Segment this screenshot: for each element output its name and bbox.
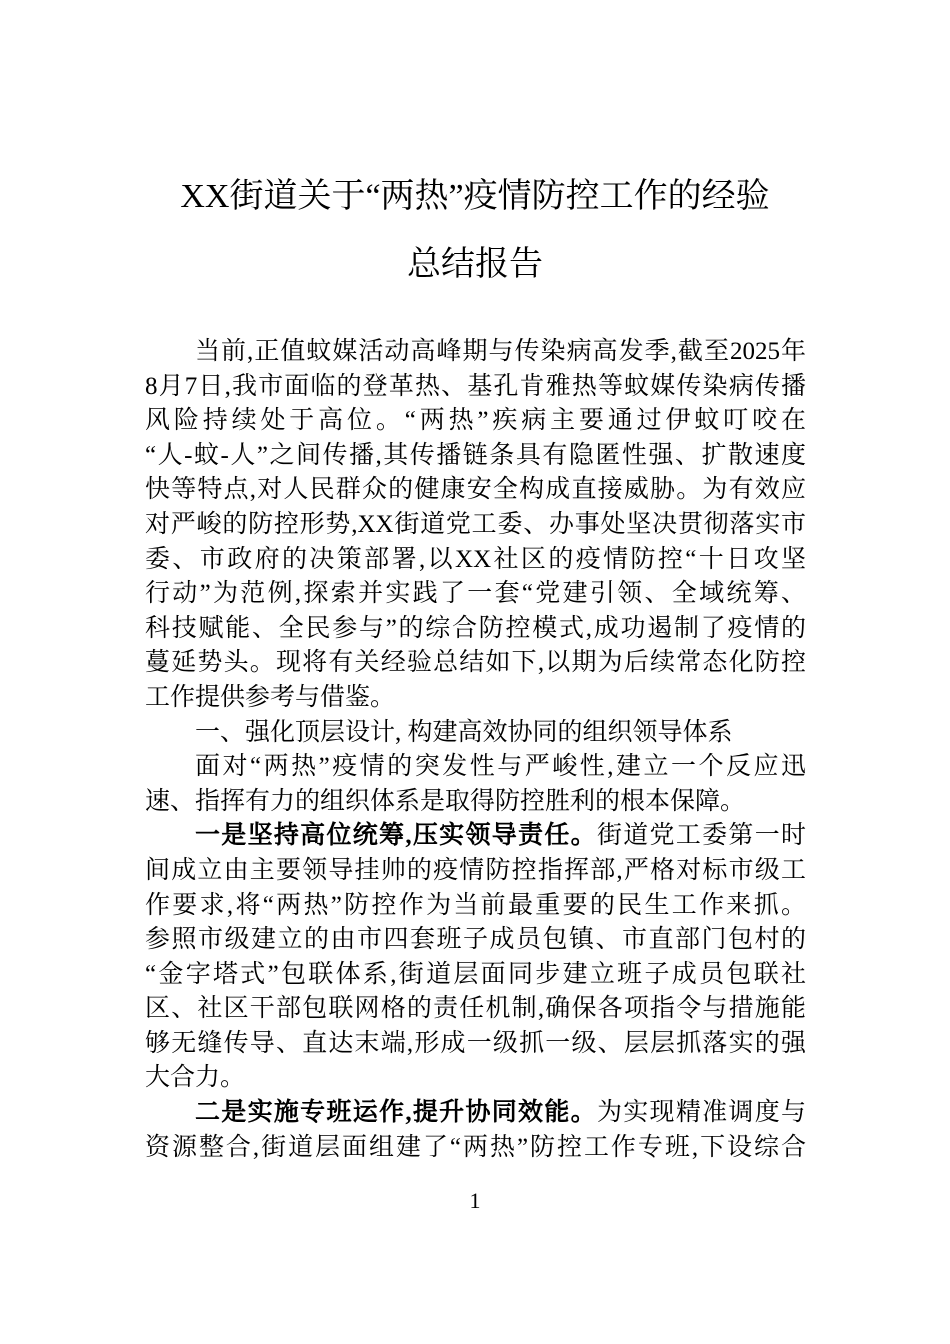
page-number: 1: [469, 1188, 481, 1213]
bold-lead-text: 二是实施专班运作,提升协同效能。: [195, 1099, 597, 1127]
line-text: 快等特点,对人民群众的健康安全构成直接威胁。为有效应: [145, 476, 806, 504]
text-line: [145, 1131, 806, 1166]
line-text: 当前,正值蚊媒活动高峰期与传染病高发季,截至2025年: [195, 338, 806, 365]
line-text: 为实现精准调度与: [596, 1099, 806, 1127]
text-line: [145, 923, 806, 958]
text-line: [145, 508, 806, 543]
text-line: [145, 785, 806, 820]
line-text: 街道党工委第一时: [596, 822, 806, 850]
line-text: 委、市政府的决策部署,以XX社区的疫情防控“十日攻坚: [145, 545, 806, 573]
line-text: 8月7日,我市面临的登革热、基孔肯雅热等蚊媒传染病传播: [145, 372, 806, 400]
line-text: 区、社区干部包联网格的责任机制,确保各项指令与措施能: [145, 995, 806, 1023]
line-text: 速、指挥有力的组织体系是取得防控胜利的根本保障。: [145, 787, 746, 815]
line-text: 风险持续处于高位。“两热”疾病主要通过伊蚊叮咬在: [145, 407, 806, 435]
document-title-line-2: 总结报告: [407, 246, 543, 283]
text-line: [145, 992, 806, 1027]
text-line: [145, 439, 806, 474]
line-text: 行动”为范例,探索并实践了一套“党建引领、全域统筹、: [145, 580, 806, 608]
line-text: 一、强化顶层设计, 构建高效协同的组织领导体系: [195, 718, 733, 746]
text-line: [145, 1027, 806, 1062]
line-text: 科技赋能、全民参与”的综合防控模式,成功遏制了疫情的: [145, 614, 806, 642]
bold-lead-text: 一是坚持高位统筹,压实领导责任。: [195, 822, 597, 850]
line-text: 蔓延势头。现将有关经验总结如下,以期为后续常态化防控: [145, 649, 806, 677]
line-text: 够无缝传导、直达末端,形成一级抓一级、层层抓落实的强: [145, 1029, 806, 1057]
line-text: 工作提供参考与借鉴。: [145, 683, 396, 711]
text-line: [145, 612, 806, 647]
document-body: [145, 335, 806, 1165]
line-text: 资源整合,街道层面组建了“两热”防控工作专班,下设综合: [145, 1133, 806, 1161]
text-line: [145, 646, 806, 681]
line-text: 间成立由主要领导挂帅的疫情防控指挥部,严格对标市级工: [145, 856, 806, 884]
line-text: 大合力。: [145, 1064, 246, 1092]
line-text: 参照市级建立的由市四套班子成员包镇、市直部门包村的: [145, 926, 806, 954]
text-line: [145, 404, 806, 439]
text-line: [145, 335, 806, 370]
text-line: [145, 716, 806, 751]
line-text: 面对“两热”疫情的突发性与严峻性,建立一个反应迅: [195, 753, 806, 781]
text-line: [145, 1096, 806, 1131]
document-title-line-1: XX街道关于“两热”疫情防控工作的经验: [180, 178, 770, 215]
text-line: [145, 681, 806, 716]
text-line: [145, 854, 806, 889]
text-line: [145, 473, 806, 508]
text-line: [145, 819, 806, 854]
line-text: 作要求,将“两热”防控作为当前最重要的民生工作来抓。: [145, 891, 806, 919]
text-line: [145, 577, 806, 612]
text-line: [145, 750, 806, 785]
line-text: “人-蚊-人”之间传播,其传播链条具有隐匿性强、扩散速度: [145, 441, 806, 469]
text-line: [145, 370, 806, 405]
text-line: [145, 958, 806, 993]
text-line: [145, 889, 806, 924]
text-line: [145, 1061, 806, 1096]
line-text: “金字塔式”包联体系,街道层面同步建立班子成员包联社: [145, 960, 806, 988]
line-text: 对严峻的防控形势,XX街道党工委、办事处坚决贯彻落实市: [145, 510, 806, 538]
text-line: [145, 543, 806, 578]
